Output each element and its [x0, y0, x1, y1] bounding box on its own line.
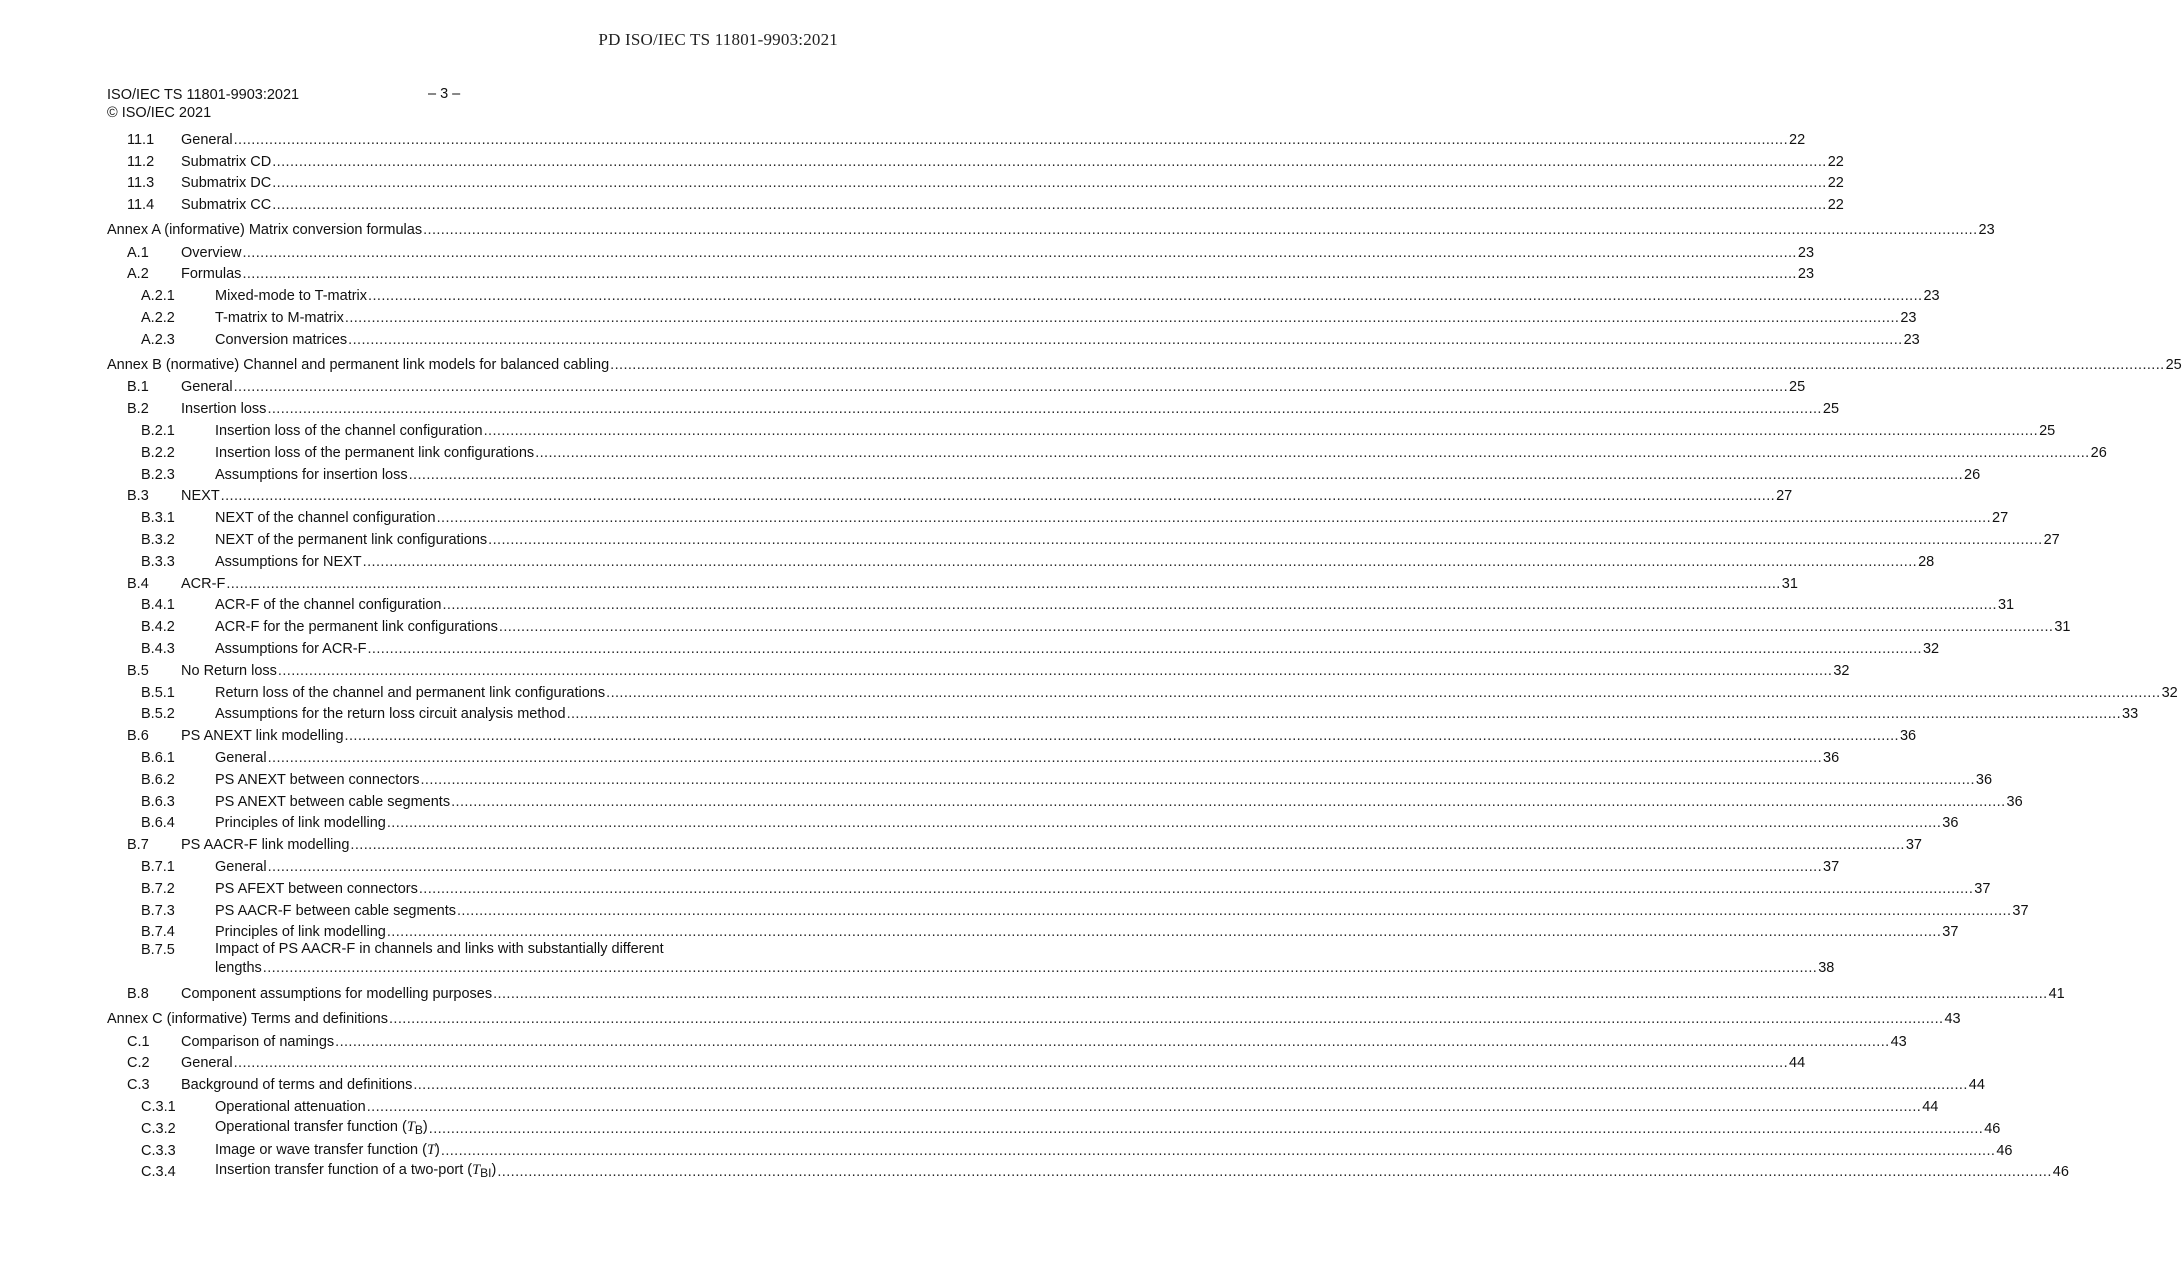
- toc-entry-title: Formulas: [181, 266, 242, 283]
- toc-leader-dots: [268, 859, 1822, 875]
- toc-entry[interactable]: [107, 238, 1815, 261]
- toc-entry-page: 23: [1900, 310, 1917, 327]
- toc-entry-page: 36: [1823, 749, 1840, 766]
- toc-annex-entry[interactable]: [107, 213, 1995, 239]
- toc-entry[interactable]: [107, 722, 1917, 745]
- toc-entry-title: Comparison of namings: [181, 1033, 335, 1050]
- toc-leader-dots: [234, 1055, 1788, 1071]
- toc-entry-number: 11.4: [127, 197, 155, 214]
- toc-entry-page: 43: [1890, 1033, 1907, 1050]
- math-symbol: T: [406, 1118, 415, 1135]
- toc-entry-number: C.2: [127, 1055, 150, 1072]
- toc-entry-title: NEXT of the channel configuration: [215, 510, 436, 527]
- toc-entry[interactable]: [107, 980, 2065, 1003]
- toc-entry[interactable]: [107, 261, 1815, 283]
- toc-entry-number: B.4.1: [141, 597, 175, 614]
- toc-entry-number: B.5.2: [141, 706, 175, 723]
- toc-entry[interactable]: [107, 526, 2060, 548]
- toc-entry-title: General: [181, 131, 233, 148]
- toc-leader-dots: [267, 401, 1821, 417]
- toc-leader-dots: [387, 815, 1941, 831]
- toc-leader-dots: [443, 597, 1997, 613]
- toc-entry-title: NEXT: [181, 488, 220, 505]
- toc-entry-title: Image or wave transfer function (T): [215, 1141, 440, 1158]
- toc-entry[interactable]: [107, 504, 2009, 527]
- toc-entry-number: C.3.2: [141, 1120, 176, 1137]
- toc-entry[interactable]: [107, 570, 1798, 592]
- toc-entry[interactable]: [107, 592, 2015, 614]
- toc-entry[interactable]: [107, 1071, 1985, 1094]
- toc-entry-title: PS ANEXT between connectors: [215, 771, 420, 788]
- toc-entry-title: Mixed-mode to T-matrix: [215, 288, 368, 305]
- toc-entry[interactable]: [107, 282, 1940, 305]
- toc-leader-dots: [484, 423, 2038, 439]
- toc-leader-dots: [610, 357, 2164, 373]
- toc-entry-title: PS AACR-F between cable segments: [215, 902, 456, 919]
- toc-entry[interactable]: [107, 919, 1959, 941]
- toc-leader-dots: [348, 332, 1902, 348]
- toc-entry-title: Component assumptions for modelling purposes: [181, 986, 493, 1003]
- toc-entry-title: Submatrix DC: [181, 175, 272, 192]
- toc-entry[interactable]: [107, 788, 2023, 810]
- toc-entry-page: 28: [1918, 553, 1935, 570]
- toc-entry-number: B.7.2: [141, 880, 175, 897]
- toc-entry[interactable]: [107, 483, 1793, 505]
- toc-entry-page: 27: [1992, 510, 2009, 527]
- toc-entry-number: B.6.2: [141, 771, 175, 788]
- toc-entry-page: 22: [1789, 131, 1806, 148]
- toc-entry[interactable]: [107, 170, 1844, 192]
- toc-entry-title: Insertion transfer function of a two-port $(T_{BI})$: [215, 1162, 497, 1181]
- toc-entry-page: 22: [1827, 153, 1844, 170]
- toc-leader-dots: [488, 532, 2042, 548]
- toc-entry[interactable]: [107, 853, 1840, 875]
- toc-entry-number: B.7.1: [141, 858, 175, 875]
- doc-id: ISO/IEC TS 11801-9903:2021: [107, 87, 300, 103]
- toc-leader-dots: [278, 663, 1832, 679]
- toc-entry-page: 25: [2039, 422, 2056, 439]
- toc-annex-entry[interactable]: [107, 1002, 1961, 1028]
- toc-entry-page: 25: [1822, 401, 1840, 418]
- toc-entry[interactable]: [107, 191, 1844, 214]
- toc-entry-title: General: [215, 749, 267, 766]
- toc-entry-title: ACR-F of the channel configuration: [215, 597, 442, 614]
- toc-entry[interactable]: [107, 461, 1981, 483]
- toc-entry[interactable]: [107, 1093, 1939, 1115]
- toc-entry[interactable]: [107, 326, 1920, 348]
- toc-entry-title: Impact of PS AACR-F in channels and links with substantially different: [215, 941, 664, 958]
- toc-entry-title: Insertion loss of the permanent link configurations: [215, 444, 535, 461]
- toc-leader-dots: [409, 467, 1963, 483]
- toc-entry-title: Annex C (informative) Terms and definitions: [107, 1011, 388, 1028]
- toc-entry-page: 33: [2122, 706, 2139, 723]
- toc-entry[interactable]: [107, 635, 1940, 657]
- toc-entry-title: ACR-F: [181, 575, 226, 592]
- toc-entry[interactable]: [107, 1115, 2001, 1137]
- math-subscript: BI: [480, 1166, 492, 1181]
- toc-leader-dots: [606, 685, 2160, 701]
- toc-leader-dots: [368, 288, 1922, 304]
- math-symbol: T: [426, 1141, 436, 1158]
- toc-leader-dots: [350, 837, 1904, 853]
- math-subscript: B: [414, 1122, 423, 1137]
- toc-entry-number: B.2.3: [141, 466, 175, 483]
- toc-entry-page: 26: [1964, 466, 1981, 483]
- toc-entry-page: 44: [1968, 1077, 1985, 1094]
- toc-entry-number: B.4.3: [141, 640, 175, 657]
- toc-leader-dots: [389, 1011, 1943, 1027]
- toc-entry-number: B.5.1: [141, 684, 175, 701]
- toc-entry-page: 31: [1997, 597, 2015, 614]
- toc-entry-title: PS ANEXT link modelling: [181, 728, 344, 745]
- toc-entry-page: 37: [1823, 858, 1840, 875]
- toc-entry[interactable]: [107, 373, 1806, 396]
- toc-leader-dots: [272, 175, 1826, 191]
- toc-entry-page: 46: [1996, 1142, 2013, 1159]
- toc-entry[interactable]: [107, 1137, 2013, 1159]
- toc-entry-page: 22: [1827, 175, 1844, 192]
- toc-entry-page: 23: [1978, 222, 1995, 239]
- toc-entry-number: A.1: [127, 244, 149, 261]
- toc-leader-dots: [234, 132, 1788, 148]
- toc-entry-title: PS AFEXT between connectors: [215, 880, 418, 897]
- toc-leader-dots: [413, 1077, 1967, 1093]
- toc-entry-page: 36: [1942, 815, 1959, 832]
- toc-entry-title: Return loss of the channel and permanent link configurations: [215, 684, 606, 701]
- toc-entry-number: C.3.4: [141, 1164, 176, 1181]
- toc-leader-dots: [497, 1164, 2051, 1180]
- toc-entry-number: C.3.1: [141, 1098, 176, 1115]
- toc-leader-dots: [234, 379, 1788, 395]
- toc-entry-number: B.1: [127, 379, 149, 396]
- toc-entry-number: B.6.1: [141, 749, 175, 766]
- toc-entry[interactable]: [107, 897, 2029, 919]
- toc-entry-number: B.7.5: [141, 942, 175, 959]
- toc-leader-dots: [363, 554, 1917, 570]
- toc-entry[interactable]: [107, 148, 1844, 170]
- toc-entry[interactable]: [107, 831, 1922, 854]
- toc-entry-number: B.6: [127, 728, 149, 745]
- toc-entry-number: B.2.2: [141, 444, 175, 461]
- toc-entry-page: 38: [1818, 960, 1835, 977]
- copyright: © ISO/IEC 2021: [107, 105, 212, 121]
- toc-leader-dots: [457, 903, 2011, 919]
- toc-entry-title: Background of terms and definitions: [181, 1077, 413, 1094]
- toc-entry-title: Principles of link modelling: [215, 924, 386, 941]
- toc-leader-dots: [263, 959, 1817, 978]
- toc-entry[interactable]: [107, 126, 1806, 148]
- toc-entry-page: 26: [2090, 444, 2107, 461]
- toc-entry[interactable]: [107, 701, 2139, 723]
- toc-entry-page: 36: [2006, 793, 2023, 810]
- toc-entry-title: Assumptions for NEXT: [215, 553, 362, 570]
- toc-leader-dots: [272, 197, 1826, 213]
- toc-entry-page: 41: [2048, 986, 2065, 1003]
- toc-leader-dots: [535, 445, 2089, 461]
- toc-leader-dots: [268, 750, 1822, 766]
- toc-entry-number: B.5: [127, 662, 149, 679]
- toc-entry-title: No Return loss: [181, 662, 277, 679]
- toc-entry-number: B.2: [127, 401, 149, 418]
- toc-entry-title: PS AACR-F link modelling: [181, 837, 350, 854]
- toc-entry[interactable]: [107, 1027, 1907, 1050]
- toc-entry-title: General: [215, 858, 267, 875]
- toc-leader-dots: [493, 986, 2047, 1002]
- toc-entry[interactable]: [107, 613, 2071, 636]
- toc-entry[interactable]: [107, 395, 1840, 418]
- page-number: – 3 –: [428, 86, 461, 102]
- toc-entry-title: Assumptions for ACR-F: [215, 640, 367, 657]
- toc-entry-title: Annex B (normative) Channel and permanent link models for balanced cabling: [107, 356, 610, 373]
- toc-entry-page: 31: [2054, 619, 2071, 636]
- toc-entry[interactable]: [107, 744, 1840, 766]
- toc-entry-number: A.2.1: [141, 288, 175, 305]
- toc-entry-number: B.4.2: [141, 619, 175, 636]
- toc-entry-title: Principles of link modelling: [215, 815, 386, 832]
- toc-entry-number: B.4: [127, 575, 149, 592]
- toc-entry[interactable]: [107, 1050, 1806, 1072]
- toc-entry-page: 37: [1974, 880, 1991, 897]
- toc-entry-title: Insertion loss of the channel configuration: [215, 422, 483, 439]
- toc-entry-number: 11.2: [127, 153, 155, 170]
- toc-entry-page: 37: [1942, 924, 1959, 941]
- toc-entry-page: 46: [2052, 1164, 2069, 1181]
- toc-entry-number: B.7.3: [141, 902, 175, 919]
- toc-entry-title: T-matrix to M-matrix: [215, 310, 344, 327]
- toc-leader-dots: [368, 641, 1922, 657]
- toc-leader-dots: [451, 794, 2005, 810]
- toc-entry-page: 46: [1984, 1120, 2001, 1137]
- toc-entry-page: 25: [2165, 356, 2182, 373]
- toc-entry-page: 37: [1905, 837, 1922, 854]
- toc-entry-title: lengths: [215, 960, 262, 977]
- toc-leader-dots: [221, 488, 1775, 504]
- toc-entry-title: NEXT of the permanent link configurations: [215, 531, 488, 548]
- toc-entry-title: PS ANEXT between cable segments: [215, 793, 451, 810]
- toc-entry-title: ACR-F for the permanent link configurations: [215, 619, 498, 636]
- toc-entry-number: C.3: [127, 1077, 150, 1094]
- toc-entry[interactable]: [107, 304, 1917, 327]
- toc-entry[interactable]: [107, 766, 1993, 788]
- toc-leader-dots: [423, 222, 1977, 238]
- toc-entry[interactable]: [107, 417, 2056, 439]
- toc-entry-page: 37: [2012, 902, 2029, 919]
- toc-leader-dots: [387, 924, 1941, 940]
- toc-entry-number: B.3.1: [141, 510, 175, 527]
- toc-entry-page: 27: [2043, 531, 2060, 548]
- toc-entry-number: 11.3: [127, 175, 155, 192]
- toc-entry-page: 32: [2161, 684, 2178, 701]
- toc-entry-number: C.3.3: [141, 1142, 176, 1159]
- toc-entry-title: Overview: [181, 244, 242, 261]
- toc-entry-page: 25: [1789, 379, 1806, 396]
- toc-leader-dots: [335, 1034, 1889, 1050]
- toc-leader-dots: [437, 510, 1991, 526]
- document-code: PD ISO/IEC TS 11801-9903:2021: [598, 30, 838, 49]
- toc-entry[interactable]: [107, 810, 1959, 832]
- toc-entry-page: 36: [1975, 771, 1993, 788]
- toc-entry-title: Annex A (informative) Matrix conversion formulas: [107, 222, 423, 239]
- toc-entry-page: 23: [1903, 331, 1920, 348]
- toc-leader-dots: [242, 245, 1796, 261]
- toc-entry-title: Submatrix CC: [181, 197, 272, 214]
- toc-entry[interactable]: [107, 548, 1935, 570]
- toc-entry-number: A.2.3: [141, 331, 175, 348]
- math-symbol: T: [472, 1162, 481, 1179]
- toc-entry-number: B.2.1: [141, 422, 175, 439]
- toc-entry-page: 23: [1797, 244, 1815, 261]
- toc-entry-page: 44: [1922, 1098, 1939, 1115]
- page-header-left: [107, 86, 299, 122]
- toc-leader-dots: [242, 266, 1796, 282]
- toc-entry-number: B.3.2: [141, 531, 175, 548]
- toc-entry-page: 44: [1789, 1055, 1806, 1072]
- toc-entry[interactable]: [107, 439, 2107, 461]
- toc-entry-page: 27: [1776, 488, 1793, 505]
- toc-leader-dots: [272, 154, 1826, 170]
- toc-leader-dots: [345, 728, 1899, 744]
- toc-entry-title: Assumptions for the return loss circuit analysis method: [215, 706, 566, 723]
- toc-entry-title: General: [181, 379, 233, 396]
- toc-entry-page: 36: [1899, 728, 1917, 745]
- toc-leader-dots: [345, 310, 1899, 326]
- toc-entry-title: Conversion matrices: [215, 331, 348, 348]
- toc-entry-title: Operational transfer function $(T_B)$: [215, 1118, 428, 1137]
- toc-entry-page: 23: [1923, 288, 1940, 305]
- toc-entry-title: Assumptions for insertion loss: [215, 466, 408, 483]
- toc-entry-number: A.2.2: [141, 310, 175, 327]
- toc-entry-number: B.7.4: [141, 924, 175, 941]
- toc-entry-number: A.2: [127, 266, 149, 283]
- toc-entry-number: B.6.3: [141, 793, 175, 810]
- toc-leader-dots: [499, 619, 2053, 635]
- toc-entry-title: Submatrix CD: [181, 153, 272, 170]
- toc-entry[interactable]: [107, 1159, 2069, 1181]
- toc-entry-title: Insertion loss: [181, 401, 267, 418]
- toc-leader-dots: [419, 881, 1973, 897]
- toc-leader-dots: [429, 1121, 1983, 1137]
- toc-entry[interactable]: [107, 875, 1991, 897]
- toc-annex-entry[interactable]: [107, 348, 2182, 373]
- toc-entry-page: 43: [1944, 1011, 1961, 1028]
- toc-entry-number: B.6.4: [141, 815, 175, 832]
- toc-entry-page: 32: [1833, 662, 1850, 679]
- toc-entry-number: 11.1: [127, 131, 155, 148]
- toc-leader-dots: [441, 1143, 1995, 1159]
- toc-leader-dots: [567, 706, 2121, 722]
- toc-leader-dots: [226, 576, 1780, 592]
- toc-entry[interactable]: [107, 940, 1835, 980]
- toc-entry-page: 22: [1827, 197, 1844, 214]
- toc-entry-page: 32: [1922, 640, 1940, 657]
- toc-entry[interactable]: [107, 657, 1850, 679]
- toc-entry-number: B.8: [127, 986, 149, 1003]
- toc-entry-number: C.1: [127, 1033, 150, 1050]
- toc-leader-dots: [420, 772, 1974, 788]
- toc-entry-page: 23: [1797, 266, 1815, 283]
- table-of-contents: [107, 126, 2182, 1181]
- toc-entry[interactable]: [107, 679, 2178, 701]
- toc-entry-title: Operational attenuation: [215, 1098, 366, 1115]
- toc-entry-page: 31: [1781, 575, 1798, 592]
- toc-entry-title: General: [181, 1055, 233, 1072]
- toc-entry-number: B.3.3: [141, 553, 175, 570]
- toc-entry-number: B.7: [127, 837, 149, 854]
- toc-leader-dots: [367, 1099, 1921, 1115]
- toc-entry-number: B.3: [127, 488, 149, 505]
